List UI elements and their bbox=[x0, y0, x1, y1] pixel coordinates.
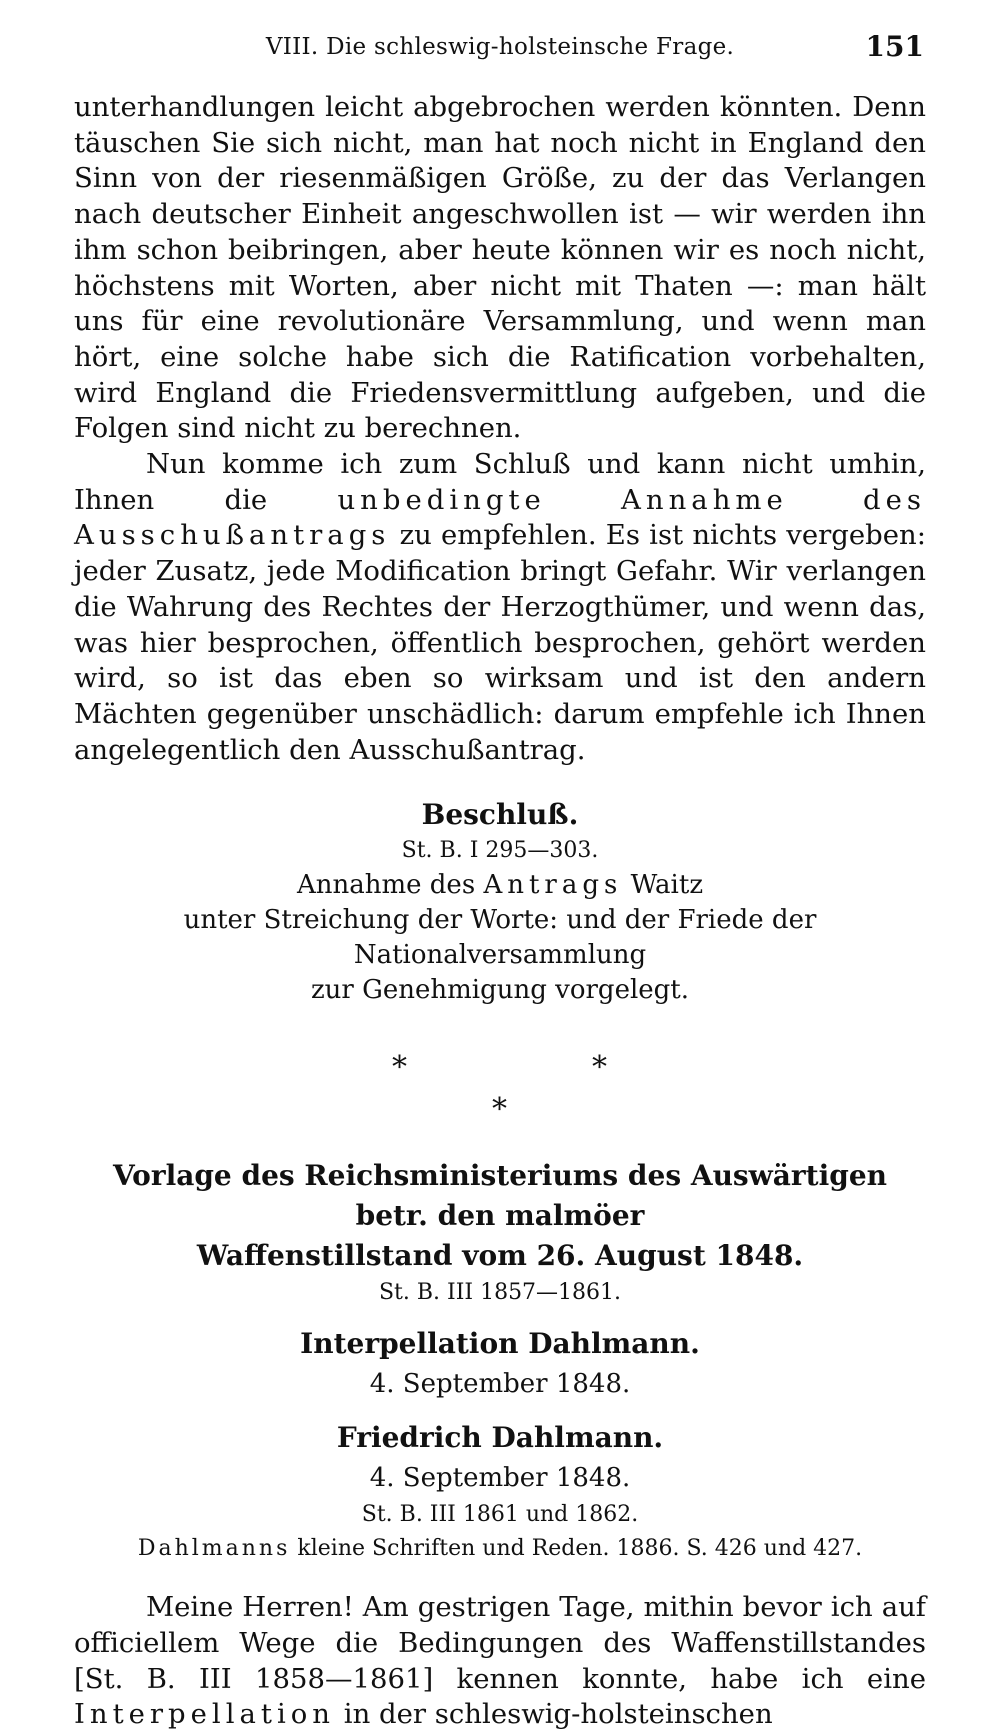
paragraph-speech-end: in der schleswig-holsteinschen bbox=[343, 1698, 773, 1731]
paragraph-speech-start: Meine Herren! Am gestrigen Tage, mithin bevor ich auf officiellem Wege die Bedingungen des Waffenstillstandes [St. B. III 1858—1861] kennen konnte, habe ich eine bbox=[74, 1591, 926, 1695]
interpellation-heading: Interpellation Dahlmann. bbox=[300, 1327, 700, 1361]
beschluss-line1-spaced: Antrags bbox=[483, 870, 623, 901]
paragraph-conclusion bbox=[74, 447, 926, 768]
speaker-source bbox=[74, 1532, 926, 1566]
speaker-source-spaced: Dahlmanns bbox=[137, 1536, 291, 1562]
beschluss-line1-end: Waitz bbox=[630, 870, 704, 901]
beschluss-reference: St. B. I 295—303. bbox=[401, 838, 599, 864]
beschluss-heading: Beschluß. bbox=[421, 798, 579, 832]
interpellation-date: 4. September 1848. bbox=[369, 1369, 631, 1400]
emphasis-unbedingte-annahme: unbedingte Annahme des Ausschußantrags bbox=[74, 483, 926, 552]
document-page bbox=[74, 0, 926, 1731]
beschluss-line1 bbox=[74, 868, 926, 903]
vorlage-reference: St. B. III 1857—1861. bbox=[378, 1280, 622, 1306]
separator-star-right: * bbox=[592, 1050, 607, 1086]
beschluss-line3: zur Genehmigung vorgelegt. bbox=[310, 975, 690, 1006]
speaker-source-rest: kleine Schriften und Reden. 1886. S. 426 und 427. bbox=[297, 1536, 863, 1562]
speaker-name: Friedrich Dahlmann. bbox=[336, 1421, 664, 1455]
separator-star-bottom: * bbox=[492, 1092, 507, 1128]
body-text bbox=[74, 90, 926, 1733]
separator-star-left: * bbox=[392, 1050, 407, 1086]
paragraph-continued: unterhandlungen leicht abgebrochen werden könnten. Denn täuschen Sie sich nicht, man hat noch nicht in England den Sinn von der riesenmäßigen Größe, zu der das Verlangen nach deutscher Einheit angeschwollen ist — wir werden ihn ihm schon beibringen, aber heute können wir es noch nicht, höchstens mit Worten, aber nicht mit Thaten —: man hält uns für eine revolutionäre Versammlung, und wenn man hört, eine solche habe sich die Ratification vorbehalten, wird England die Friedensvermittlung aufgeben, und die Folgen sind nicht zu berechnen. bbox=[74, 91, 926, 445]
vorlage-title-line2: Waffenstillstand vom 26. August 1848. bbox=[196, 1239, 804, 1273]
beschluss-line2: unter Streichung der Worte: und der Friede der Nationalversammlung bbox=[183, 905, 817, 971]
running-head: VIII. Die schleswig-holsteinsche Frage. bbox=[265, 34, 735, 60]
page-number: 151 bbox=[865, 30, 924, 63]
emphasis-interpellation: Interpellation bbox=[74, 1698, 336, 1731]
page-header bbox=[74, 28, 926, 68]
speaker-date: 4. September 1848. bbox=[369, 1463, 631, 1494]
speaker-reference: St. B. III 1861 und 1862. bbox=[361, 1502, 639, 1528]
vorlage-title-line1: Vorlage des Reichsministeriums des Auswärtigen betr. den malmöer bbox=[112, 1159, 888, 1233]
section-separator bbox=[74, 1050, 926, 1132]
paragraph-conclusion-end: zu empfehlen. Es ist nichts vergeben: jeder Zusatz, jede Modification bringt Gefahr. Wir verlangen die Wahrung des Rechtes der Herzogthümer, und wenn das, was hier besprochen, öffentlich besprochen, gehört werden wird, so ist das eben so wirksam und ist den andern Mächten gegenüber unschädlich: darum empfehle ich Ihnen angelegentlich den Ausschußantrag. bbox=[74, 519, 926, 766]
paragraph-conclusion-start: Nun komme ich zum Schluß und kann nicht umhin, Ihnen die bbox=[74, 448, 926, 516]
paragraph-speech bbox=[74, 1590, 926, 1733]
beschluss-line1-plain: Annahme des bbox=[296, 870, 476, 901]
